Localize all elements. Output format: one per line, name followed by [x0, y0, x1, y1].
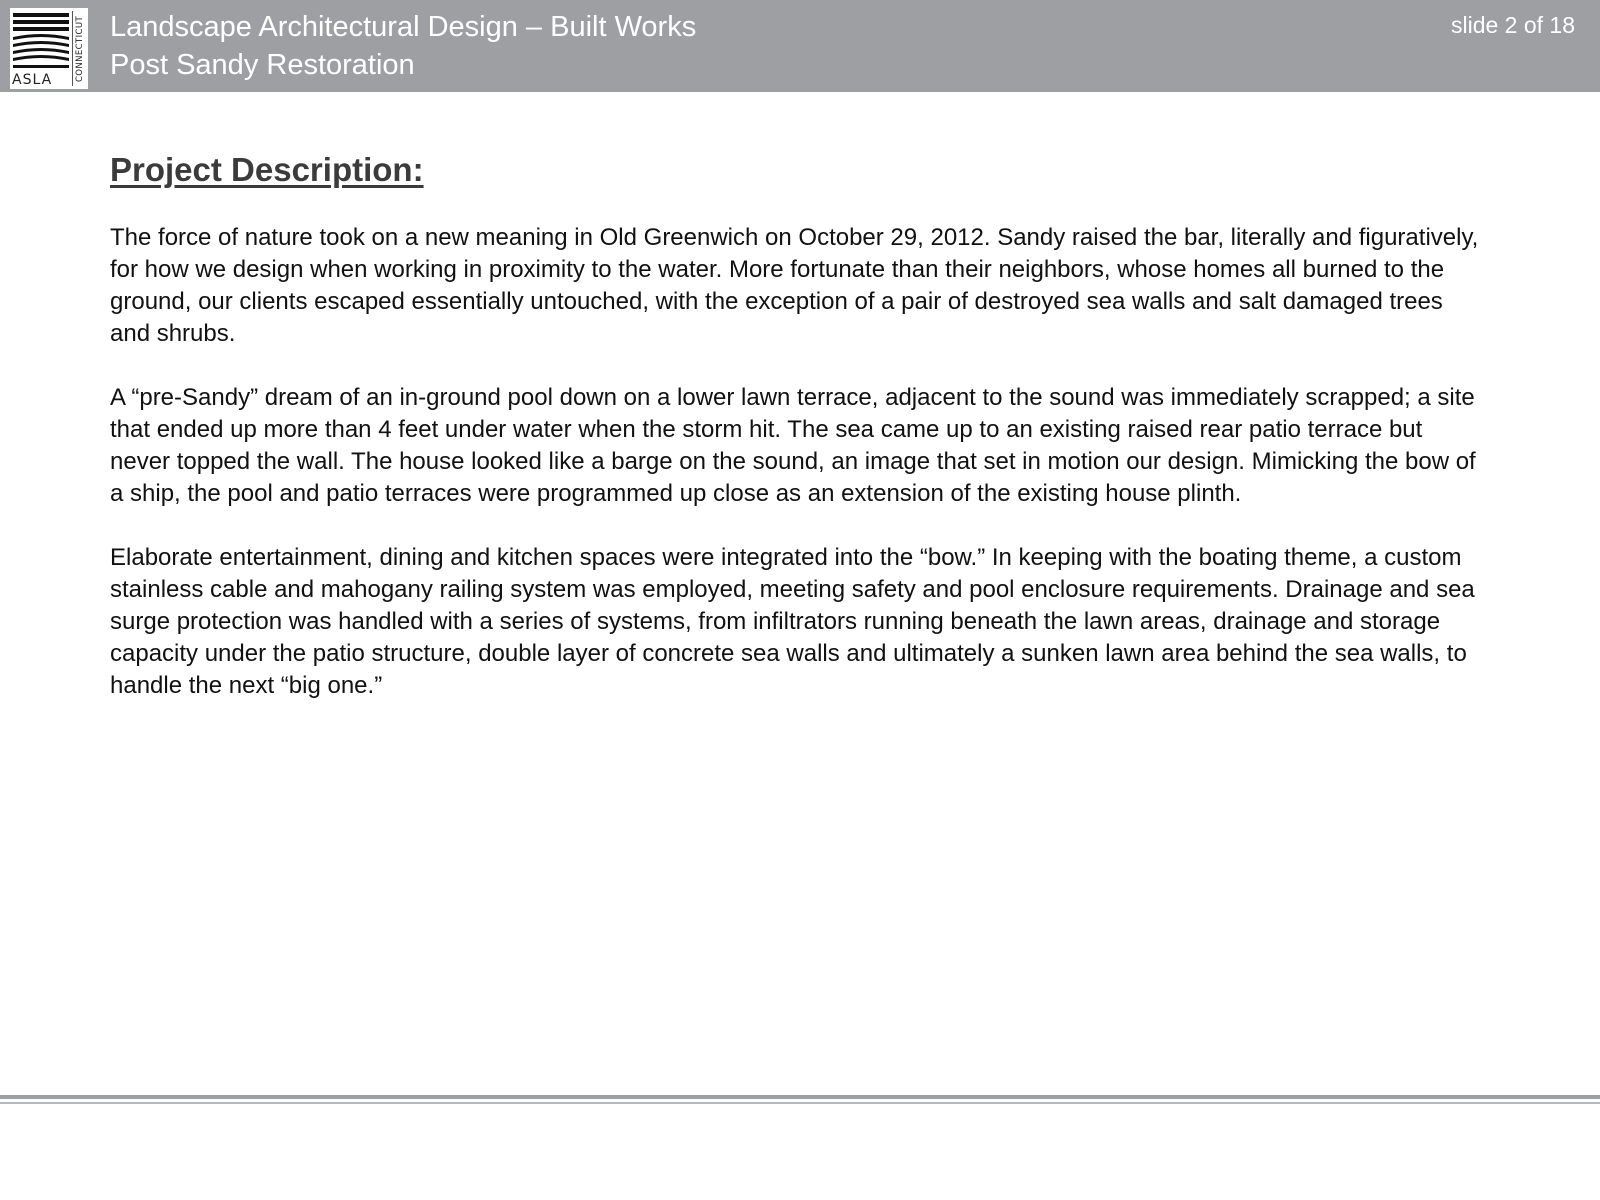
- logo-chapter-text: CONNECTICUT: [75, 15, 85, 83]
- footer-divider-thick: [0, 1095, 1600, 1099]
- paragraph-1: The force of nature took on a new meaning in Old Greenwich on October 29, 2012. Sandy raised the bar, literally and figuratively, for how we design when working in proximity to the water. More fortunate than their neighbors, whose homes all burned to the ground, our clients escaped essentially untouched, with the exception of a pair of destroyed sea walls and salt damaged trees and shrubs.: [110, 224, 1479, 347]
- logo-asla-text: ASLA: [12, 72, 53, 88]
- landscape-lines-icon: [13, 11, 69, 71]
- section-heading: Project Description:: [110, 151, 424, 188]
- main-content: [110, 150, 1480, 734]
- asla-connecticut-logo: [10, 8, 88, 89]
- footer-divider-thin: [0, 1102, 1600, 1104]
- header-subtitle: Post Sandy Restoration: [110, 49, 415, 81]
- slide-counter: slide 2 of 18: [1450, 12, 1575, 38]
- logo-chapter-text-wrap: [73, 11, 87, 87]
- header-title: Landscape Architectural Design – Built Works: [110, 11, 697, 43]
- paragraph-2: A “pre-Sandy” dream of an in-ground pool down on a lower lawn terrace, adjacent to the sound was immediately scrapped; a site that ended up more than 4 feet under water when the storm hit. The sea came up to an existing raised rear patio terrace but never topped the wall. The house looked like a barge on the sound, an image that set in motion our design. Mimicking the bow of a ship, the pool and patio terraces were programmed up close as an extension of the existing house plinth.: [110, 384, 1476, 507]
- paragraph-3: Elaborate entertainment, dining and kitchen spaces were integrated into the “bow.” In keeping with the boating theme, a custom stainless cable and mahogany railing system was employed, meeting safety and pool enclosure requirements. Drainage and sea surge protection was handled with a series of systems, from infiltrators running beneath the lawn areas, drainage and storage capacity under the patio structure, double layer of concrete sea walls and ultimately a sunken lawn area behind the sea walls, to handle the next “big one.”: [110, 544, 1475, 699]
- header-bar: [0, 0, 1600, 92]
